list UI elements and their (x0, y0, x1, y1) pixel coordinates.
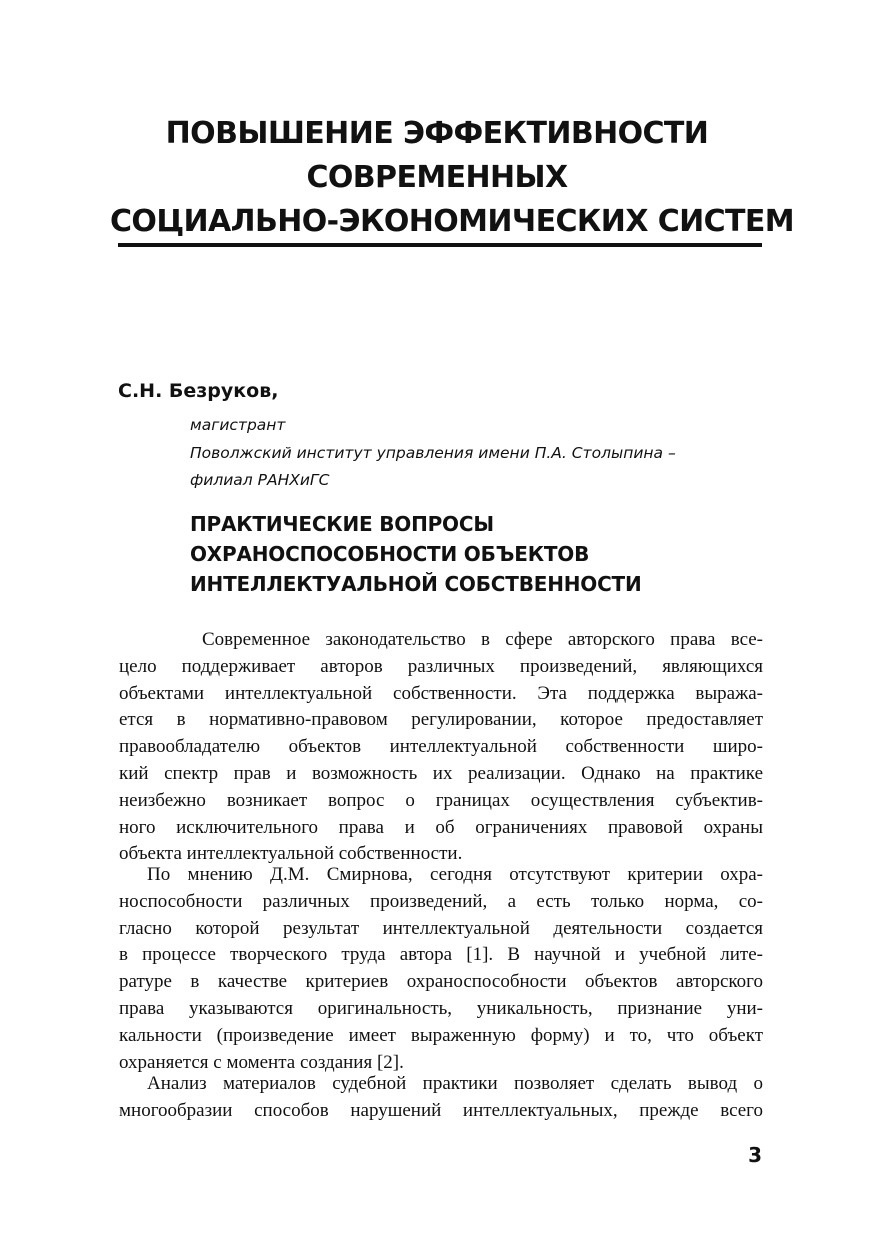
text-line: объекта интеллектуальной собственности. (119, 843, 463, 865)
article-title-line: ИНТЕЛЛЕКТУАЛЬНОЙ СОБСТВЕННОСТИ (190, 572, 642, 596)
text-line: правообладателю объектов интеллектуальной собственности широ- (119, 736, 763, 758)
article-title-line: ПРАКТИЧЕСКИЕ ВОПРОСЫ (190, 512, 494, 536)
section-title (110, 112, 795, 244)
text-line: охраняется с момента создания [2]. (119, 1051, 404, 1073)
text-line: кальности (произведение имеет выраженную форму) и то, что объект (119, 1024, 763, 1046)
text-line: Современное законодательство в сфере авторского права все- (202, 629, 763, 650)
body-paragraph (119, 862, 763, 1076)
body-paragraph (119, 627, 763, 868)
text-line: носпособности различных произведений, а есть только норма, со- (119, 890, 763, 912)
text-line: права указываются оригинальность, уникальность, признание уни- (119, 997, 763, 1019)
text-line: ратуре в качестве критериев охраноспособности объектов авторского (119, 971, 763, 993)
text-line: неизбежно возникает вопрос о границах осуществления субъектив- (119, 789, 763, 811)
page-number: 3 (748, 1143, 762, 1167)
author-affiliation-line: Поволжский институт управления имени П.А. Столыпина – (190, 444, 676, 462)
text-line: в процессе творческого труда автора [1]. В научной и учебной лите- (119, 944, 763, 966)
text-line: цело поддерживает авторов различных произведений, являющихся (119, 655, 763, 677)
text-line: По мнению Д.М. Смирнова, сегодня отсутствуют критерии охра- (147, 864, 763, 885)
author-role: магистрант (190, 416, 286, 434)
text-line: многообразии способов нарушений интеллектуальных, прежде всего (119, 1099, 763, 1121)
text-line: объектами интеллектуальной собственности. Эта поддержка выража- (119, 682, 763, 704)
text-line: ется в нормативно-правовом регулировании, которое предоставляет (119, 709, 763, 731)
section-title-line: СОЦИАЛЬНО-ЭКОНОМИЧЕСКИХ СИСТЕМ (110, 204, 795, 239)
author-name: С.Н. Безруков, (118, 380, 279, 402)
author-affiliation-line: филиал РАНХиГС (190, 471, 330, 489)
text-line: ного исключительного права и об ограничениях правовой охраны (119, 816, 763, 838)
article-title-line: ОХРАНОСПОСОБНОСТИ ОБЪЕКТОВ (190, 542, 590, 566)
title-divider (118, 243, 762, 247)
section-title-line: СОВРЕМЕННЫХ (306, 160, 568, 195)
section-title-line: ПОВЫШЕНИЕ ЭФФЕКТИВНОСТИ (165, 116, 709, 151)
text-line: кий спектр прав и возможность их реализации. Однако на практике (119, 762, 763, 784)
text-line: гласно которой результат интеллектуальной деятельности создается (119, 917, 763, 939)
body-paragraph (119, 1071, 763, 1125)
author-affiliation (190, 440, 750, 494)
text-line: Анализ материалов судебной практики позволяет сделать вывод о (147, 1073, 763, 1094)
article-title (190, 509, 642, 599)
